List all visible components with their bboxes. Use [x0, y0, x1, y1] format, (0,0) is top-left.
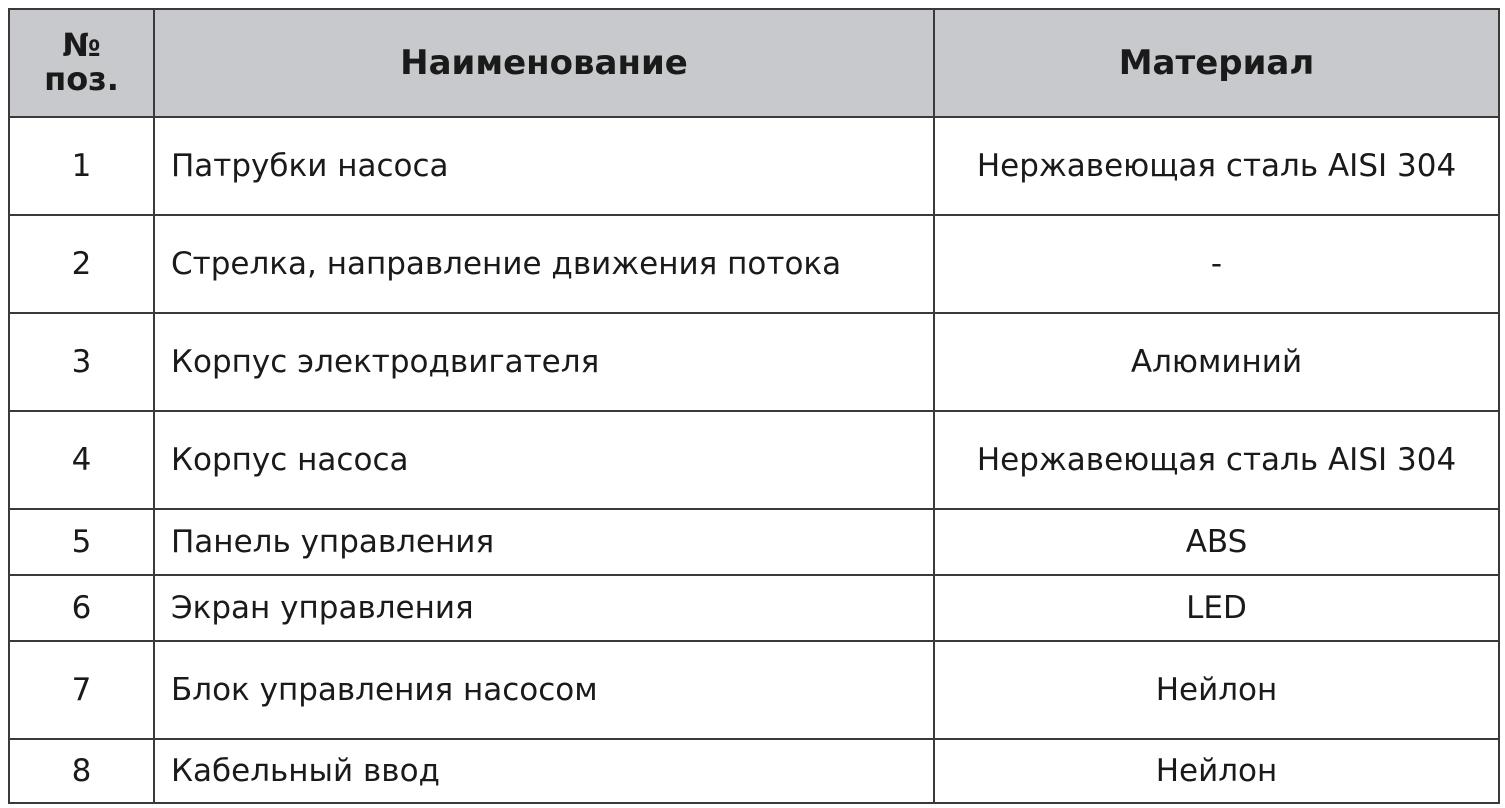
table-row — [9, 117, 1499, 215]
row-material: - — [934, 215, 1499, 313]
row-material: Нержавеющая сталь AISI 304 — [934, 117, 1499, 215]
row-material: Алюминий — [934, 313, 1499, 411]
row-name: Экран управления — [154, 575, 934, 641]
table-row — [9, 575, 1499, 641]
table-row — [9, 215, 1499, 313]
row-position: 3 — [9, 313, 154, 411]
table-row — [9, 641, 1499, 739]
header-position — [9, 9, 154, 117]
row-position: 8 — [9, 739, 154, 803]
row-material: Нейлон — [934, 739, 1499, 803]
row-position: 7 — [9, 641, 154, 739]
row-name: Корпус электродвигателя — [154, 313, 934, 411]
row-material: Нейлон — [934, 641, 1499, 739]
header-position-line1: № — [62, 26, 101, 65]
header-position-line2: поз. — [44, 60, 119, 98]
parts-table — [8, 8, 1500, 804]
row-name: Патрубки насоса — [154, 117, 934, 215]
row-position: 5 — [9, 509, 154, 575]
row-material: ABS — [934, 509, 1499, 575]
row-name: Стрелка, направление движения потока — [154, 215, 934, 313]
header-material: Материал — [934, 9, 1499, 117]
row-name: Кабельный ввод — [154, 739, 934, 803]
header-name: Наименование — [154, 9, 934, 117]
row-material: Нержавеющая сталь AISI 304 — [934, 411, 1499, 509]
table-row — [9, 411, 1499, 509]
row-position: 2 — [9, 215, 154, 313]
row-name: Панель управления — [154, 509, 934, 575]
table-row — [9, 509, 1499, 575]
table-header-row — [9, 9, 1499, 117]
row-name: Блок управления насосом — [154, 641, 934, 739]
row-position: 6 — [9, 575, 154, 641]
row-name: Корпус насоса — [154, 411, 934, 509]
table-row — [9, 739, 1499, 803]
row-material: LED — [934, 575, 1499, 641]
row-position: 4 — [9, 411, 154, 509]
row-position: 1 — [9, 117, 154, 215]
table-row — [9, 313, 1499, 411]
